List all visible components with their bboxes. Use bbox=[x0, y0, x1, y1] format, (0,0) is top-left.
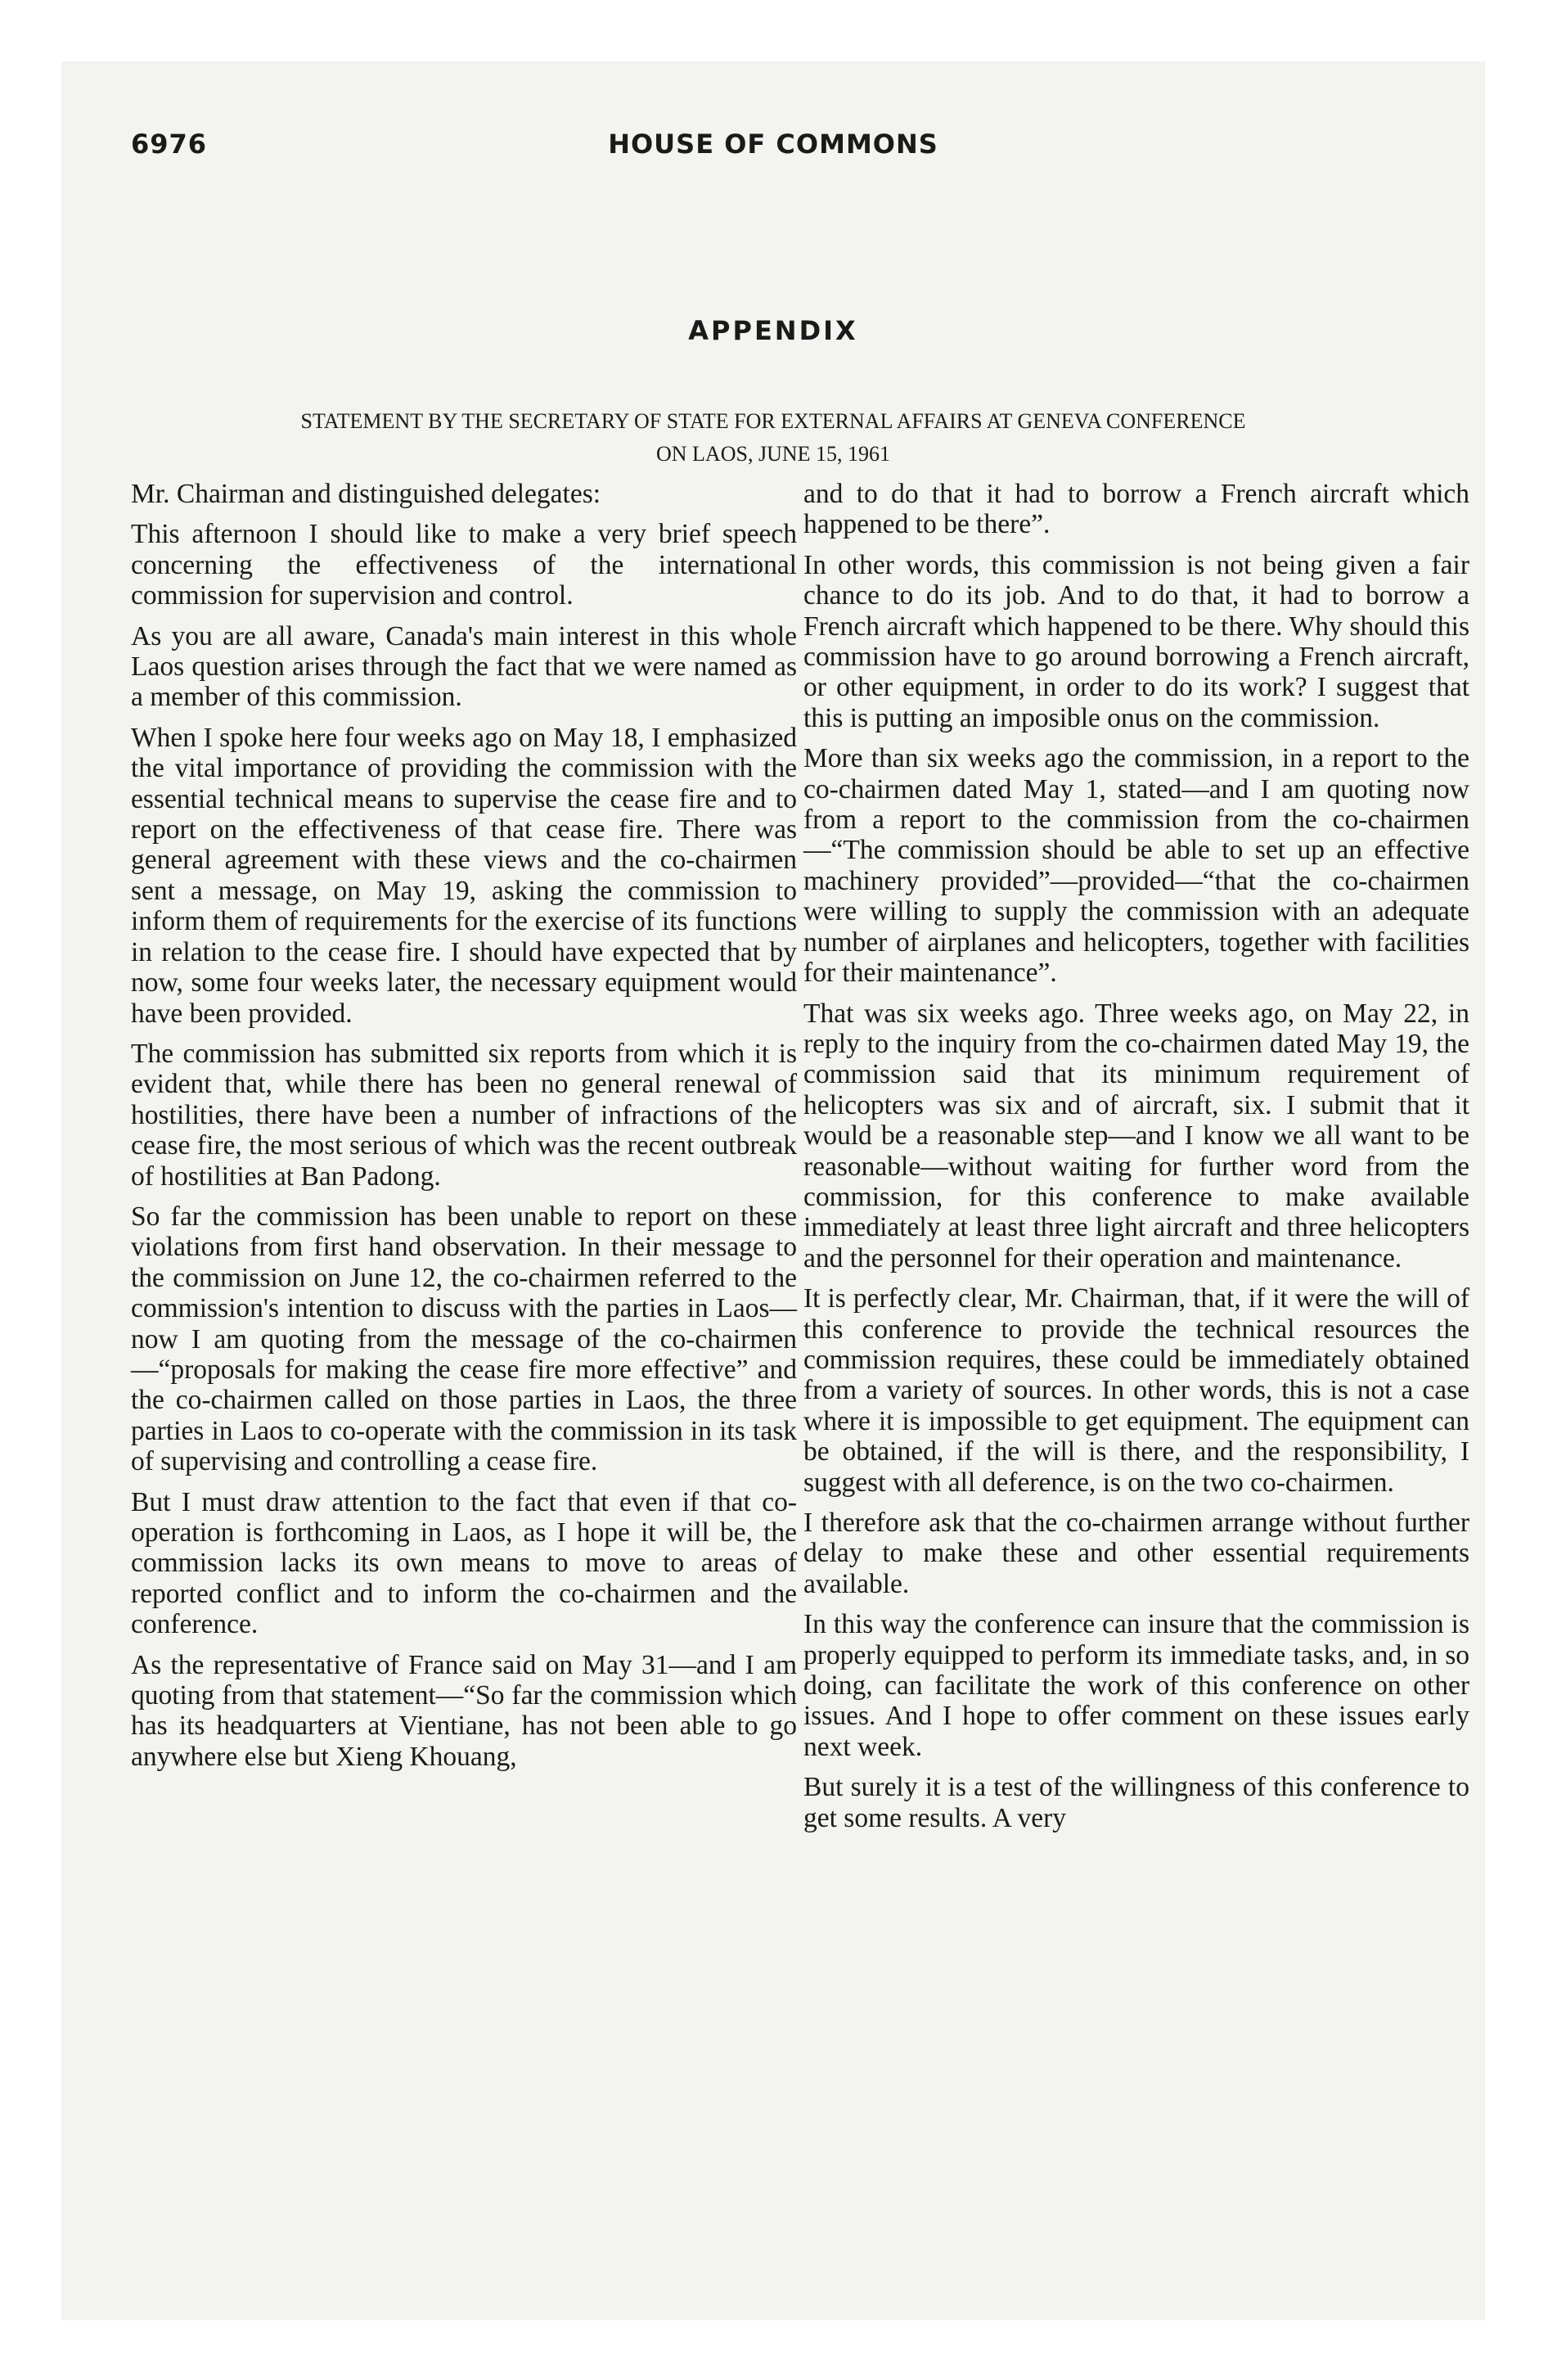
paragraph: But surely it is a test of the willingness of this conference to get some results. A very bbox=[803, 1772, 1469, 1833]
section-title: APPENDIX bbox=[688, 315, 858, 346]
statement-heading-line-1: STATEMENT BY THE SECRETARY OF STATE FOR EXTERNAL AFFAIRS AT GENEVA CONFERENCE bbox=[300, 409, 1246, 433]
paragraph: It is perfectly clear, Mr. Chairman, that, if it were the will of this conference to provide the technical resources the commission requires, these could be immediately obtained from a variety of sources. In other words, this is not a case where it is impossible to get equipment. The equipment can be obtained, if the will is there, and the responsibility, I suggest with all deference, is on the two co-chairmen. bbox=[803, 1283, 1469, 1498]
document-page bbox=[61, 61, 1485, 2320]
paragraph: As you are all aware, Canada's main interest in this whole Laos question arises through the fact that we were named as a member of this commission. bbox=[131, 620, 797, 713]
paragraph: I therefore ask that the co-chairmen arrange without further delay to make these and other essential requirements available. bbox=[803, 1508, 1469, 1599]
paragraph: The commission has submitted six reports from which it is evident that, while there has been no general renewal of hostilities, there have been a number of infractions of the cease fire, the most serious of which was the recent outbreak of hostilities at Ban Padong. bbox=[131, 1038, 797, 1192]
paragraph: Mr. Chairman and distinguished delegates: bbox=[131, 479, 601, 509]
paragraph: and to do that it had to borrow a French aircraft which happened to be there”. bbox=[803, 479, 1469, 540]
paragraph: More than six weeks ago the commission, in a report to the co-chairmen dated May 1, stated—and I am quoting now from a report to the commission from the co-chairmen —“The commission should be able to set up an effective machinery provided”—provided—“that the co-chairmen were willing to supply the commission with an adequate number of airplanes and helicopters, together with facilities for their maintenance”. bbox=[803, 743, 1469, 989]
paragraph: When I spoke here four weeks ago on May 18, I emphasized the vital importance of providing the commission with the essential technical means to supervise the cease fire and to report on the effectiveness of that cease fire. There was general agreement with these views and the co-chairmen sent a message, on May 19, asking the commission to inform them of requirements for the exercise of its functions in relation to the cease fire. I should have expected that by now, some four weeks later, the necessary equipment would have been provided. bbox=[131, 722, 797, 1029]
page-number: 6976 bbox=[131, 128, 208, 160]
paragraph: In other words, this commission is not being given a fair chance to do its job. And to do that, it had to borrow a French aircraft which happened to be there. Why should this commission have to go around borrowing a French aircraft, or other equipment, in order to do its work? I suggest that this is putting an imposible onus on the commission. bbox=[803, 549, 1469, 733]
paragraph: As the representative of France said on May 31—and I am quoting from that statement—“So far the commission which has its headquarters at Vientiane, has not been able to go anywhere else but Xieng Khouang, bbox=[131, 1649, 797, 1772]
paragraph: But I must draw attention to the fact that even if that co-operation is forthcoming in Laos, as I hope it will be, the commission lacks its own means to move to areas of reported conflict and to inform the co-chairmen and the conference. bbox=[131, 1486, 797, 1640]
paragraph: In this way the conference can insure that the commission is properly equipped to perform its immediate tasks, and, in so doing, can facilitate the work of this conference on other issues. And I hope to offer comment on these issues early next week. bbox=[803, 1609, 1469, 1762]
statement-heading bbox=[160, 405, 1387, 471]
running-head: HOUSE OF COMMONS bbox=[608, 128, 938, 160]
paragraph: That was six weeks ago. Three weeks ago, on May 22, in reply to the inquiry from the co-chairmen dated May 19, the commission said that its minimum requirement of helicopters was six and of aircraft, six. I submit that it would be a reasonable step—and I know we all want to be reasonable—without waiting for further word from the commission, for this conference to make available immediately at least three light aircraft and three helicopters and the personnel for their operation and maintenance. bbox=[803, 998, 1469, 1273]
paragraph: This afternoon I should like to make a very brief speech concerning the effectiveness of the international commission for supervision and control. bbox=[131, 519, 797, 611]
statement-heading-line-2: ON LAOS, JUNE 15, 1961 bbox=[656, 442, 890, 466]
right-column bbox=[803, 479, 1469, 1843]
paragraph: So far the commission has been unable to report on these violations from first hand observation. In their message to the commission on June 12, the co-chairmen referred to the commission's intention to discuss with the parties in Laos—now I am quoting from the message of the co-chairmen—“proposals for making the cease fire more effective” and the co-chairmen called on those parties in Laos, the three parties in Laos to co-operate with the commission in its task of supervising and controlling a cease fire. bbox=[131, 1201, 797, 1477]
left-column bbox=[131, 479, 797, 1782]
